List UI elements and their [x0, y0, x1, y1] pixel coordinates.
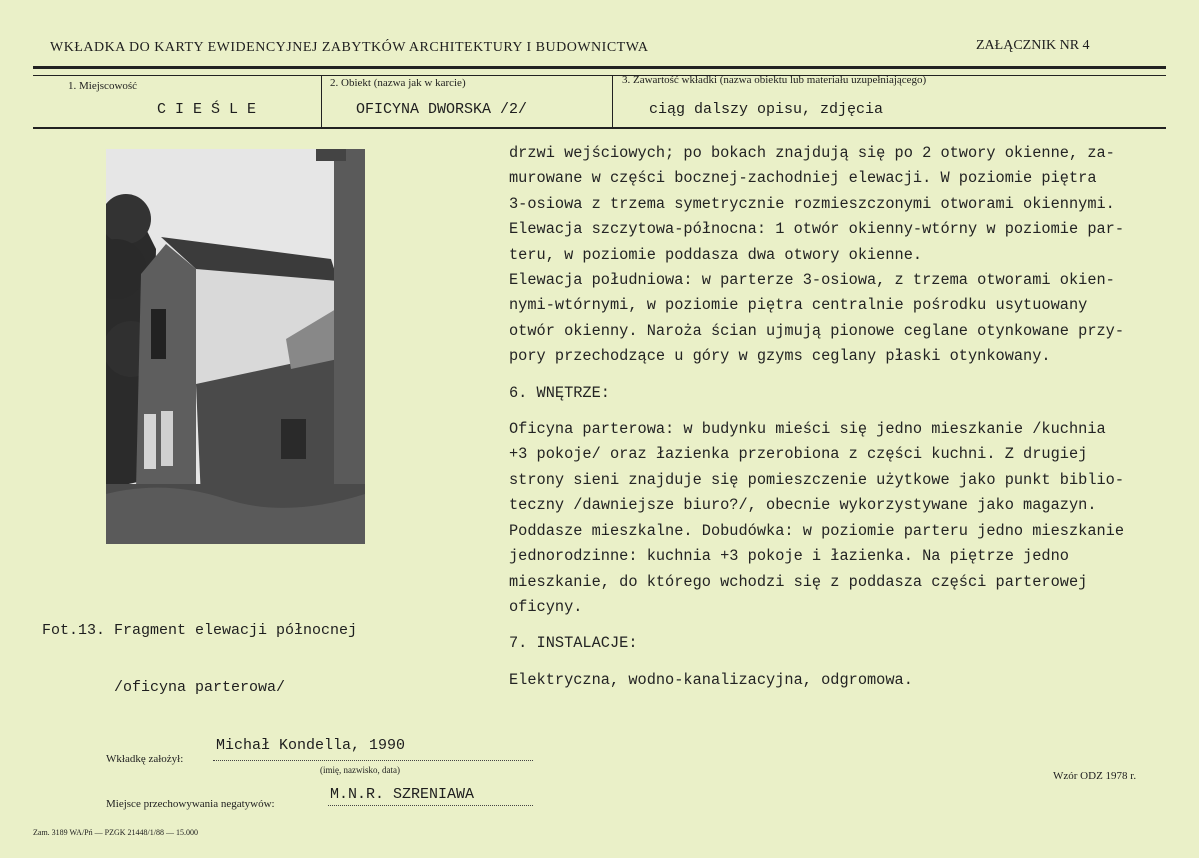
top-rule: [33, 66, 1166, 69]
negatives-label: Miejsce przechowywania negatywów:: [106, 798, 275, 810]
body-line: Elektryczna, wodno-kanalizacyjna, odgromowa.: [509, 670, 913, 689]
body-line: teru, w poziomie poddasza dwa otwory okienne.: [509, 245, 923, 264]
contents-value: ciąg dalszy opisu, zdjęcia: [649, 101, 884, 118]
photo-caption: [42, 583, 357, 716]
body-line: Oficyna parterowa: w budynku mieści się jedno mieszkanie /kuchnia: [509, 420, 1106, 439]
caption-line-1: Fot.13. Fragment elewacji północnej: [42, 622, 358, 639]
body-line: [509, 620, 1189, 631]
body-line: nymi-wtórnymi, w poziomie piętra centralnie pośrodku usytuowany: [509, 296, 1088, 315]
body-line: Elewacja szczytowa-północna: 1 otwór okienny-wtórny w poziomie par-: [509, 220, 1125, 239]
body-line: oficyny.: [509, 597, 583, 616]
body-line: [509, 406, 1189, 417]
bottom-rule: [33, 127, 1166, 129]
body-line: 6. WNĘTRZE:: [509, 383, 610, 402]
body-line: Elewacja południowa: w parterze 3-osiowa, z trzema otworami okien-: [509, 271, 1115, 290]
body-line: [509, 657, 1189, 668]
annex-number: ZAŁĄCZNIK NR 4: [976, 38, 1090, 53]
body-line: +3 pokoje/ oraz łazienka przerobiona z części kuchni. Z drugiej: [509, 445, 1088, 464]
body-line: 7. INSTALACJE:: [509, 634, 638, 653]
body-line: pory przechodzące u góry w gzyms ceglany płaski otynkowany.: [509, 347, 1051, 366]
body-line: otwór okienny. Naroża ścian ujmują pionowe ceglane otynkowane przy-: [509, 321, 1125, 340]
col-divider-1: [321, 75, 322, 129]
negatives-value: M.N.R. SZRENIAWA: [330, 786, 475, 803]
author-line: [213, 760, 533, 761]
house-photo-icon: [106, 149, 365, 544]
form-model: Wzór ODZ 1978 r.: [1053, 770, 1137, 782]
body-line: drzwi wejściowych; po bokach znajdują się po 2 otwory okienne, za-: [509, 144, 1115, 162]
author-value: Michał Kondella, 1990: [216, 737, 406, 754]
object-label: 2. Obiekt (nazwa jak w karcie): [330, 77, 466, 89]
body-line: murowane w części bocznej-zachodniej elewacji. W poziomie piętra: [509, 169, 1097, 188]
body-line: teczny /dawniejsze biuro?/, obecnie wykorzystywane jako magazyn.: [509, 496, 1097, 515]
author-label: Wkładkę założył:: [106, 753, 184, 765]
body-line: Poddasze mieszkalne. Dobudówka: w poziomie parteru jedno mieszkanie: [509, 521, 1125, 540]
second-rule: [33, 75, 1166, 76]
description-text: [509, 141, 1189, 693]
locality-value: C I E Ś L E: [157, 101, 257, 118]
negatives-line: [328, 805, 533, 806]
contents-label: 3. Zawartość wkładki (nazwa obiektu lub materiału uzupełniającego): [622, 74, 927, 86]
body-line: 3-osiowa z trzema symetrycznie rozmieszczonymi otworami okiennymi.: [509, 194, 1115, 213]
form-title: WKŁADKA DO KARTY EWIDENCYJNEJ ZABYTKÓW ARCHITEKTURY I BUDOWNICTWA: [50, 40, 649, 55]
author-hint: (imię, nazwisko, data): [320, 765, 400, 775]
locality-label: 1. Miejscowość: [68, 80, 138, 92]
body-line: mieszkanie, do którego wchodzi się z poddasza części parterowej: [509, 572, 1088, 591]
col-divider-2: [612, 75, 613, 129]
print-info: Zam. 3189 WA/Pń — PZGK 21448/1/88 — 15.000: [33, 828, 198, 837]
body-line: [509, 370, 1189, 381]
object-value: OFICYNA DWORSKA /2/: [356, 101, 528, 118]
body-line: strony sieni znajduje się pomieszczenie użytkowe jako punkt biblio-: [509, 470, 1125, 489]
body-line: jednorodzinne: kuchnia +3 pokoje i łazienka. Na piętrze jedno: [509, 547, 1069, 566]
caption-line-2: /oficyna parterowa/: [42, 679, 286, 696]
